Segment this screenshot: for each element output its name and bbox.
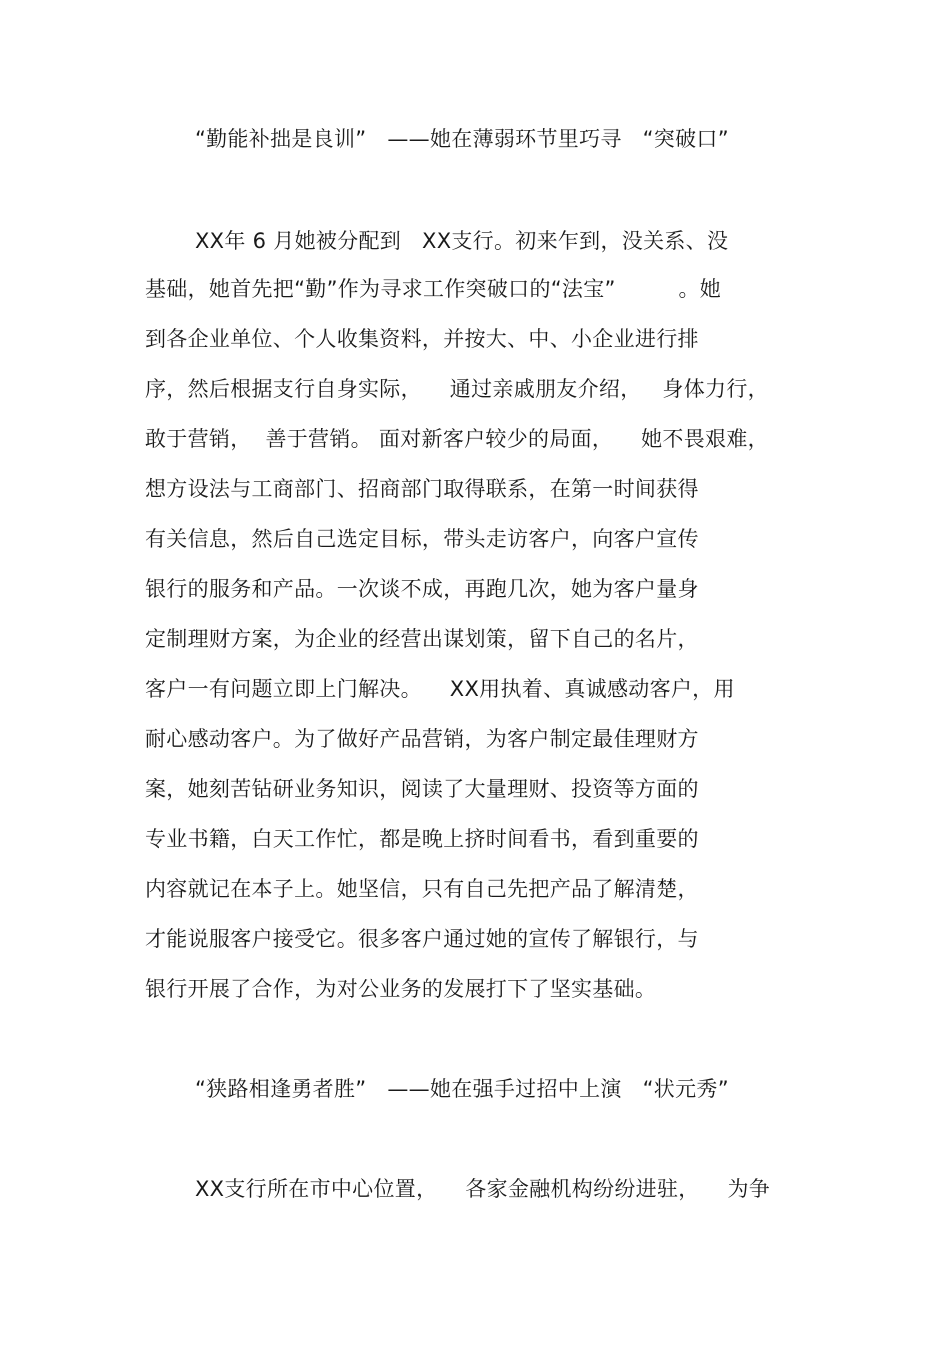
section-heading-2: “狭路相逢勇者胜” ——她在强手过招中上演 “状元秀”: [195, 1077, 729, 1101]
paragraph-line: 专业书籍，白天工作忙，都是晚上挤时间看书，看到重要的: [145, 827, 699, 851]
paragraph-line: 案，她刻苦钻研业务知识，阅读了大量理财、投资等方面的: [145, 777, 699, 801]
paragraph-line: XX支行所在市中心位置， 各家金融机构纷纷进驻， 为争: [195, 1177, 771, 1201]
paragraph-line: 内容就记在本子上。她坚信，只有自己先把产品了解清楚，: [145, 877, 699, 901]
paragraph-line: 才能说服客户接受它。很多客户通过她的宣传了解银行，与: [145, 927, 699, 951]
paragraph-line: XX年 6 月她被分配到 XX支行。初来乍到，没关系、没: [195, 229, 729, 253]
paragraph-line: 耐心感动客户。为了做好产品营销，为客户制定最佳理财方: [145, 727, 699, 751]
paragraph-line: 银行开展了合作，为对公业务的发展打下了坚实基础。: [145, 977, 657, 1001]
paragraph-line: 基础，她首先把“勤”作为寻求工作突破口的“法宝” 。她: [145, 277, 722, 301]
section-heading-1: “勤能补拙是良训” ——她在薄弱环节里巧寻 “突破口”: [195, 127, 729, 151]
paragraph-line: 客户一有问题立即上门解决。 XX用执着、真诚感动客户，用: [145, 677, 735, 701]
paragraph-line: 到各企业单位、个人收集资料，并按大、中、小企业进行排: [145, 327, 699, 351]
paragraph-line: 序，然后根据支行自身实际， 通过亲戚朋友介绍， 身体力行，: [145, 377, 769, 401]
paragraph-line: 敢于营销， 善于营销。 面对新客户较少的局面， 她不畏艰难，: [145, 427, 769, 451]
paragraph-line: 定制理财方案，为企业的经营出谋划策，留下自己的名片，: [145, 627, 699, 651]
paragraph-line: 想方设法与工商部门、招商部门取得联系，在第一时间获得: [145, 477, 699, 501]
paragraph-line: 银行的服务和产品。一次谈不成，再跑几次，她为客户量身: [145, 577, 699, 601]
paragraph-line: 有关信息，然后自己选定目标，带头走访客户，向客户宣传: [145, 527, 699, 551]
